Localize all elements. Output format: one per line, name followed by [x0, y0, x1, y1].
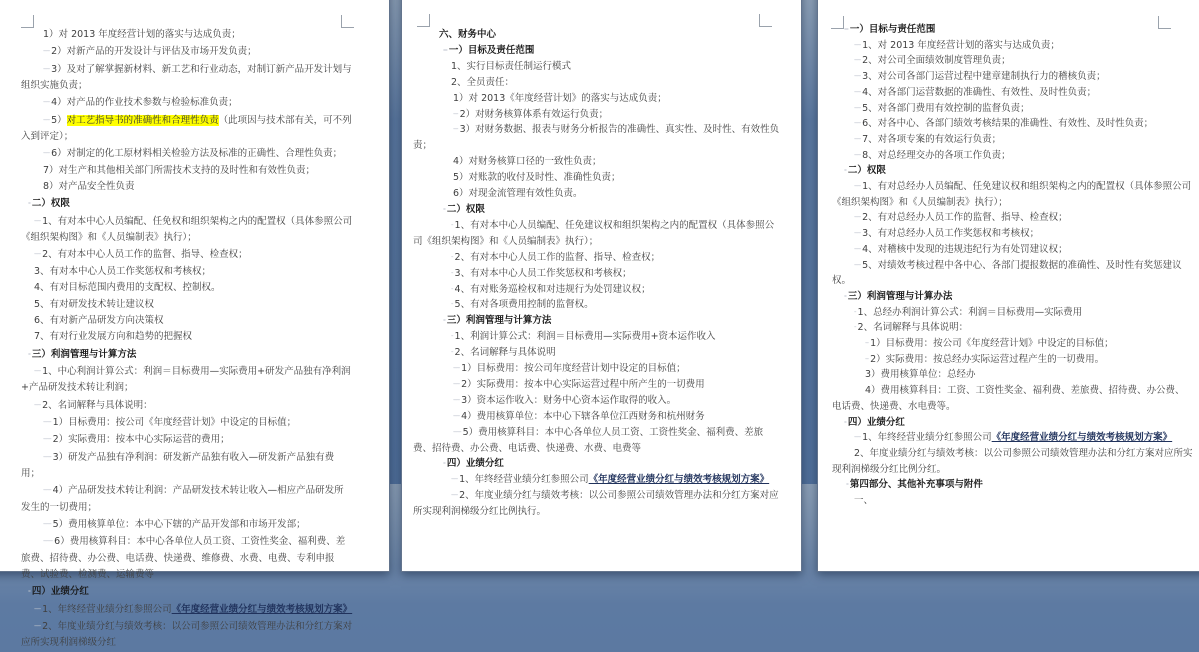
document-line — [413, 488, 782, 520]
document-text: 8、对总经理交办的各项工作负责； — [862, 149, 1011, 161]
highlighted-text: 对工艺指导书的准确性和合理性负责 — [66, 114, 219, 126]
document-text: 3、有对本中心人员工作奖惩权和考核权； — [34, 265, 212, 277]
document-text: 5）费用核算单位：本中心下辖的产品开发部和市场开发部； — [52, 518, 306, 530]
document-line — [21, 43, 353, 60]
document-text: 1、年终经营业绩分红参照公司 — [42, 603, 172, 615]
document-line — [413, 218, 782, 250]
format-mark-icon: -- — [865, 339, 869, 348]
document-line — [21, 449, 353, 483]
document-line — [21, 61, 353, 95]
format-mark-icon: ---- — [854, 150, 861, 159]
document-text: 1、对 2013 年度经营计划的落实与达成负责； — [862, 39, 1060, 51]
document-line — [413, 43, 782, 59]
document-line — [21, 346, 353, 363]
document-line — [21, 431, 353, 448]
document-text: 二）权限 — [847, 165, 886, 177]
document-text: 一）目标及责任范围 — [448, 44, 535, 56]
margin-crop-mark-icon — [417, 14, 430, 27]
format-mark-icon: ---- — [34, 250, 41, 259]
document-line — [413, 377, 782, 393]
document-line — [832, 242, 1194, 258]
document-text: 4、对各部门运营数据的准确性、有效性、及时性负责； — [862, 86, 1097, 98]
document-line — [413, 409, 782, 425]
document-text: 2）实际费用：按总经办实际运营过程产生的一切费用。 — [870, 353, 1105, 365]
document-line — [832, 446, 1194, 477]
document-line — [413, 91, 782, 107]
document-text: 第四部分、其他补充事项与附件 — [849, 479, 983, 491]
document-text: 1、有对本中心人员编配、任免建议权和组织架构之内的配置权（具体参照公司《组织架构图》和《人员编制表》执行）； — [413, 219, 775, 247]
format-mark-icon: ---- — [854, 433, 861, 442]
document-line — [21, 264, 353, 280]
document-text: 六、财务中心 — [439, 29, 497, 40]
document-line — [413, 297, 782, 313]
document-line — [832, 210, 1194, 226]
document-text: 1）对 2013 年度经营计划的落实与达成负责； — [43, 29, 241, 40]
document-line — [21, 163, 353, 179]
format-mark-icon: - — [844, 417, 846, 426]
document-line — [413, 59, 782, 75]
document-line — [832, 415, 1194, 431]
document-line — [413, 472, 782, 488]
format-mark-icon: - — [28, 587, 30, 596]
format-mark-icon: - — [451, 268, 453, 277]
format-mark-icon: -- — [865, 354, 869, 363]
document-line — [413, 345, 782, 361]
document-text: 一）目标与责任范围 — [849, 24, 936, 35]
document-line — [832, 22, 1194, 38]
document-text: 6）费用核算科目：本中心各单位人员工资、工资性奖金、福利费、差旅费、招待费、办公费、电话费、快递费、维修费、水费、电费、专利申报费、试验费、检测费、运输费等 — [21, 536, 346, 580]
document-text: 四）业绩分红 — [847, 416, 905, 428]
document-line — [832, 53, 1194, 69]
format-mark-icon: ---- — [854, 260, 861, 269]
format-mark-icon: ---- — [854, 119, 861, 128]
format-mark-icon: - — [844, 291, 846, 300]
document-line — [21, 414, 353, 431]
document-text: 2、有对总经办人员工作的监督、指导、检查权； — [862, 212, 1068, 224]
document-line — [832, 101, 1194, 117]
document-text: 7、有对行业发展方向和趋势的把握权 — [34, 331, 193, 343]
document-line — [21, 246, 353, 263]
format-mark-icon: ----- — [453, 427, 461, 436]
document-text: 三）利润管理与计算方法 — [31, 348, 137, 360]
document-line — [21, 145, 353, 162]
document-line — [413, 361, 782, 377]
document-text: 6、有对新产品研发方向决策权 — [34, 314, 164, 326]
document-text: 1、有对本中心人员编配、任免权和组织架构之内的配置权（具体参照公司《组织架构图》和《人员编制表》执行）； — [21, 215, 353, 244]
format-mark-icon: - — [443, 204, 445, 213]
format-mark-icon: --- — [453, 109, 458, 118]
document-line — [832, 430, 1194, 446]
document-text: 2、年度业绩分红与绩效考核：以公司参照公司绩效管理办法和分红方案对应所实现利润梯级分红比例分红。 — [832, 447, 1193, 475]
format-mark-icon: -- — [844, 25, 848, 33]
document-text: 4）产品研发技术转让利润：产品研发技术转让收入—相应产品研发所发生的一切费用； — [21, 485, 344, 513]
format-mark-icon: ---- — [43, 98, 50, 107]
format-mark-icon: ---- — [854, 229, 861, 238]
document-line — [413, 202, 782, 218]
document-line — [21, 583, 353, 600]
document-text: 5、有对研发技术转让建议权 — [34, 298, 155, 310]
document-text: 4）费用核算单位：本中心下辖各单位江西财务和杭州财务 — [461, 410, 705, 422]
document-line — [413, 75, 782, 91]
document-line — [832, 320, 1194, 336]
format-mark-icon: - — [443, 316, 445, 325]
format-mark-icon: ---- — [34, 400, 41, 409]
document-title-reference: 《年度经营业绩分红与绩效考核规划方案》 — [171, 603, 353, 615]
document-line — [413, 122, 782, 154]
document-text: 2、年度业绩分红与绩效考核：以公司参照公司绩效管理办法和分红方案对应所实现利润梯级分红 — [21, 621, 353, 649]
document-text: 4、有对账务巡检权和对违规行为处罚建议权； — [454, 283, 651, 295]
document-line — [21, 533, 353, 583]
document-text: 5）费用核算科目：本中心各单位人员工资、工资性奖金、福利费、差旅费、招待费、办公费、电话费、快递费、水费、电费等 — [413, 426, 764, 454]
format-mark-icon: ---- — [453, 379, 460, 388]
document-line — [832, 305, 1194, 321]
format-mark-icon: ---- — [854, 213, 861, 222]
format-mark-icon: - — [28, 349, 30, 358]
document-text: 1、中心利润计算公式：利润＝目标费用—实际费用+研发产品独有净利润+产品研发技术转让利润； — [21, 365, 351, 394]
document-text: 7）对生产和其他相关部门所需技术支持的及时性和有效性负责； — [43, 164, 316, 176]
document-text: 3）资本运作收入：财务中心资本运作取得的收入。 — [461, 394, 677, 406]
document-line — [413, 170, 782, 186]
document-text: 1）目标费用：按公司《年度经营计划》中设定的目标值； — [870, 338, 1114, 350]
format-mark-icon: - — [28, 199, 30, 208]
format-mark-icon: - — [451, 284, 453, 293]
document-line — [832, 85, 1194, 101]
document-line — [832, 336, 1194, 352]
document-line — [832, 493, 1194, 509]
document-text: 5、对各部门费用有效控制的监督负责； — [862, 102, 1030, 114]
document-line — [21, 27, 353, 43]
format-mark-icon: - — [854, 323, 856, 332]
document-text: 2、全员责任： — [451, 76, 515, 88]
document-line — [413, 425, 782, 457]
document-text: 5、有对各项费用控制的监督权。 — [454, 299, 594, 311]
format-mark-icon: ---- — [43, 149, 50, 158]
format-mark-icon: ---- — [451, 475, 458, 484]
format-mark-icon: ---- — [854, 56, 861, 65]
document-line — [413, 107, 782, 123]
document-text: 6）对制定的化工原材料相关检验方法及标准的正确性、合理性负责； — [51, 148, 343, 160]
document-line — [21, 618, 353, 652]
document-line — [413, 186, 782, 202]
document-text: 四）业绩分红 — [31, 586, 89, 598]
document-text: 二）权限 — [446, 203, 485, 215]
document-text: 1、利润计算公式：利润＝目标费用—实际费用+资本运作收入 — [454, 331, 716, 343]
document-line — [832, 179, 1194, 210]
format-mark-icon: ---- — [34, 604, 41, 613]
document-line — [21, 213, 353, 247]
document-text: 1、有对总经办人员编配、任免建议权和组织架构之内的配置权（具体参照公司《组织架构图》和《人员编制表》执行）； — [832, 181, 1192, 208]
document-text: 5） — [51, 114, 67, 126]
format-mark-icon: ------ — [43, 537, 53, 546]
format-mark-icon: ---- — [854, 103, 861, 112]
format-mark-icon: ---- — [451, 491, 458, 500]
document-text: 2、对公司全面绩效制度管理负责； — [862, 55, 1011, 67]
document-text: 2）实际费用：按本中心实际运营过程中所产生的一切费用 — [461, 378, 705, 390]
document-line — [832, 38, 1194, 54]
page-3-text-area[interactable] — [832, 22, 1194, 509]
document-text: 2、名词解释与具体说明 — [454, 347, 556, 359]
document-line — [832, 383, 1194, 414]
margin-crop-mark-icon — [759, 14, 772, 27]
format-mark-icon: - — [854, 307, 856, 316]
document-line — [21, 329, 353, 345]
document-line — [413, 266, 782, 282]
document-text: 2、年度业绩分红与绩效考核：以公司参照公司绩效管理办法和分红方案对应所实现利润梯级分红比例执行。 — [413, 490, 779, 518]
document-line — [413, 329, 782, 345]
document-text: 2）对财务核算体系有效运行负责； — [459, 108, 609, 120]
document-line — [21, 601, 353, 618]
document-line — [413, 282, 782, 298]
format-mark-icon: ---- — [854, 72, 861, 81]
document-line — [832, 163, 1194, 179]
document-line — [832, 148, 1194, 164]
format-mark-icon: ---- — [854, 182, 861, 191]
document-line — [413, 154, 782, 170]
document-line — [832, 258, 1194, 289]
format-mark-icon: - — [844, 166, 846, 175]
format-mark-icon: - — [451, 348, 453, 357]
format-mark-icon: ---- — [453, 411, 460, 420]
document-line — [21, 516, 353, 533]
document-text: 3、对公司各部门运营过程中建章建制执行力的稽核负责； — [862, 71, 1106, 83]
document-text: 1）目标费用：按公司《年度经营计划》中设定的目标值； — [52, 416, 297, 428]
document-line — [832, 69, 1194, 85]
format-mark-icon: -- — [443, 45, 447, 54]
document-line — [21, 94, 353, 111]
format-mark-icon: ----- — [43, 486, 51, 495]
document-line — [832, 352, 1194, 368]
document-line — [21, 179, 353, 195]
format-mark-icon: ---- — [34, 366, 41, 375]
format-mark-icon: - — [451, 300, 453, 309]
document-line — [413, 250, 782, 266]
format-mark-icon: ---- — [43, 47, 50, 56]
document-text: 1）目标费用：按公司年度经营计划中设定的目标值； — [461, 363, 686, 375]
document-text: 2、有对本中心人员工作的监督、指导、检查权； — [42, 249, 248, 261]
document-line — [413, 456, 782, 472]
document-text: 8）对产品安全性负责 — [43, 181, 135, 193]
document-text: 4、有对目标范围内费用的支配权、控制权。 — [34, 282, 221, 294]
document-line — [832, 132, 1194, 148]
document-text: 三）利润管理与计算方法 — [446, 315, 552, 327]
document-text: 2）对新产品的开发设计与评估及市场开发负责； — [51, 46, 257, 58]
document-title-reference: 《年度经营业绩分红与绩效考核规划方案》 — [991, 432, 1173, 444]
document-line — [21, 195, 353, 212]
format-mark-icon: ---- — [854, 134, 861, 143]
document-text: 3、有对本中心人员工作奖惩权和考核权； — [454, 267, 632, 279]
document-text: 二）权限 — [31, 198, 70, 210]
document-text: 2）实际费用：按本中心实际运营的费用； — [52, 434, 230, 446]
document-page-3[interactable] — [817, 0, 1199, 572]
document-text: 4、对稽核中发现的违规违纪行为有处罚建议权； — [862, 243, 1068, 255]
document-text: 2、名词解释与具体说明： — [42, 399, 153, 411]
document-text: 一、 — [854, 495, 874, 507]
document-line — [832, 226, 1194, 242]
document-text: 3）及对了解掌握新材料、新工艺和行业动态，对制订新产品开发计划与组织实施负责； — [21, 63, 352, 92]
document-text: 1）对 2013《年度经营计划》的落实与达成负责； — [453, 92, 667, 104]
document-text: 1、总经办利润计算公式：利润＝目标费用—实际费用 — [857, 306, 1083, 318]
document-text: 4）费用核算科目：工资、工资性奖金、福利费、差旅费、招待费、办公费、电话费、快递费、水电费等。 — [832, 385, 1185, 412]
document-line — [832, 477, 1194, 493]
document-line — [21, 112, 353, 146]
format-mark-icon: - — [846, 480, 848, 489]
format-mark-icon: - — [443, 459, 445, 468]
format-mark-icon: ---- — [43, 115, 50, 124]
document-line — [21, 280, 353, 296]
format-mark-icon: ----- — [43, 452, 51, 461]
page-2-text-area[interactable] — [413, 27, 782, 520]
document-text: 7、对各项专案的有效运行负责； — [862, 133, 1002, 145]
format-mark-icon: ----- — [43, 417, 51, 426]
format-mark-icon: - — [451, 220, 453, 229]
format-mark-icon: ---- — [854, 87, 861, 96]
document-line — [413, 27, 782, 43]
document-line — [413, 393, 782, 409]
document-text: 3）费用核算单位：总经办 — [865, 369, 976, 381]
document-text: （此项因与技术部有关，可不列入到评定）； — [21, 114, 352, 143]
document-line — [21, 397, 353, 414]
document-text: 三）利润管理与计算办法 — [847, 290, 953, 302]
document-page-1[interactable] — [0, 0, 390, 649]
format-mark-icon: ----- — [43, 435, 51, 444]
document-text: 3、有对总经办人员工作奖惩权和考核权； — [862, 228, 1040, 240]
format-mark-icon: - — [451, 252, 453, 261]
document-text: 1、年终经营业绩分红参照公司 — [862, 432, 992, 444]
document-text: 5）对账款的收付及时性、准确性负责； — [453, 172, 621, 184]
document-text: 5、对绩效考核过程中各中心、各部门提报数据的准确性、及时性有奖惩建议权。 — [832, 259, 1182, 287]
format-mark-icon: ---- — [854, 244, 861, 253]
document-line — [832, 289, 1194, 305]
document-page-2[interactable] — [401, 0, 802, 572]
document-text: 1、实行目标责任制运行模式 — [451, 60, 572, 72]
document-text: 3）对财务数据、报表与财务分析报告的准确性、真实性、及时性、有效性负责； — [413, 124, 780, 152]
format-mark-icon: ---- — [34, 622, 41, 631]
format-mark-icon: ----- — [43, 519, 51, 528]
document-line — [21, 482, 353, 516]
format-mark-icon: ---- — [453, 364, 460, 373]
document-text: 2、名词解释与具体说明： — [857, 322, 969, 334]
document-line — [21, 363, 353, 397]
document-line — [832, 116, 1194, 132]
format-mark-icon: ---- — [43, 64, 50, 73]
document-line — [21, 313, 353, 329]
format-mark-icon: - — [451, 332, 453, 341]
document-text: 2、有对本中心人员工作的监督、指导、检查权； — [454, 251, 661, 263]
document-line — [832, 367, 1194, 383]
document-text: 6、对各中心、各部门绩效考核结果的准确性、有效性、及时性负责； — [862, 118, 1154, 130]
document-title-reference: 《年度经营业绩分红与绩效考核规划方案》 — [588, 474, 770, 486]
document-text: 6）对现金流管理有效性负责。 — [453, 188, 583, 200]
document-text: 4）对产品的作业技术参数与检验标准负责； — [51, 97, 238, 109]
format-mark-icon: ---- — [854, 40, 861, 49]
format-mark-icon: ---- — [34, 216, 41, 225]
document-text: 四）业绩分红 — [446, 458, 504, 470]
page-1-text-area[interactable] — [21, 27, 353, 652]
format-mark-icon: --- — [453, 125, 458, 134]
document-text: 3）研发产品独有净利润：研发新产品独有收入—研发新产品独有费用； — [21, 451, 335, 479]
format-mark-icon: ---- — [453, 395, 460, 404]
document-text: 1、年终经营业绩分红参照公司 — [459, 474, 589, 486]
document-line — [413, 313, 782, 329]
document-text: 4）对财务核算口径的一致性负责； — [453, 156, 602, 168]
document-line — [21, 297, 353, 313]
